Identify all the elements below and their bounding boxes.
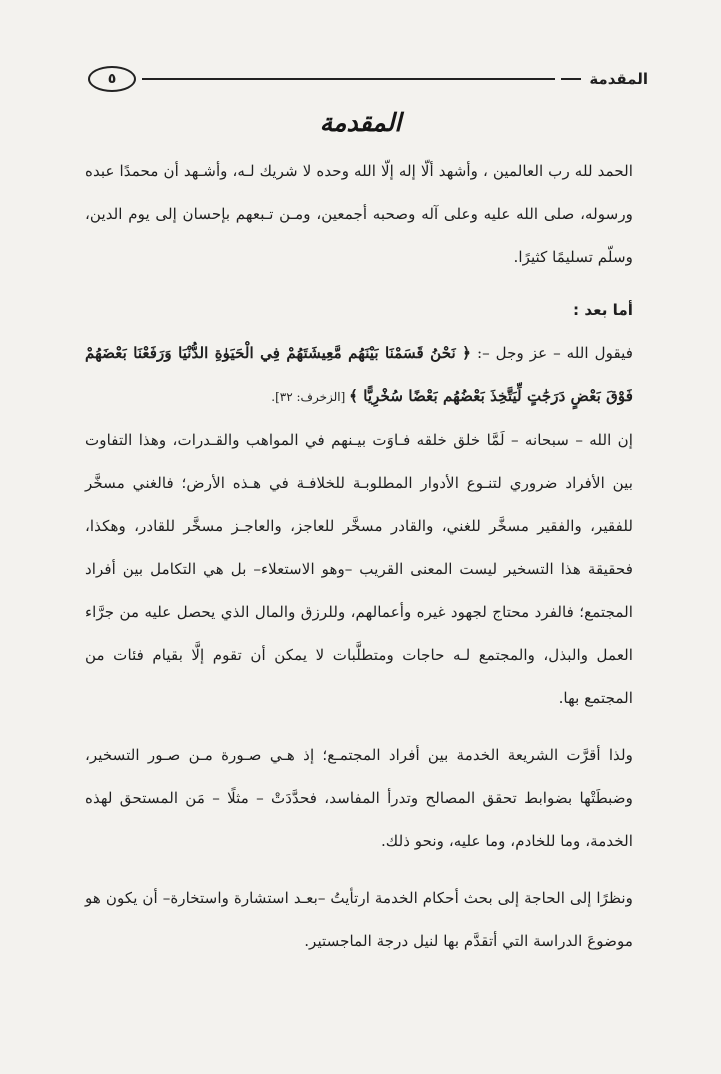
paragraph-verse (85, 332, 633, 419)
header-rule (142, 78, 555, 80)
paragraph-sharia: ولذا أقرَّت الشريعة الخدمة بين أفراد المجتمـع؛ إذ هـي صـورة مـن صـور التسخير، وضبطَتْها بضوابط تحقق المصالح وتدرأ المفاسد، فحدَّدَتْ – مثلًا – مَن المستحق لهذه الخدمة، وما للخادم، وما عليه، ونحو ذلك. (85, 746, 633, 850)
quran-verse: ﴿ نَحْنُ قَسَمْنَا بَيْنَهُم مَّعِيشَتَهُمْ فِي الْحَيَوٰةِ الدُّنْيَا وَرَفَعْنَا بَعْضَهُمْ فَوْقَ بَعْضٍ دَرَجَٰتٍ لِّيَتَّخِذَ بَعْضُهُم بَعْضًا سُخْرِيًّا ﴾ (85, 344, 633, 405)
paragraph-praise: الحمد لله رب العالمين ، وأشهد ألّا إله إلّا الله وحده لا شريك لـه، وأشـهد أن محمدًا عبده ورسوله، صلى الله عليه وعلى آله وصحبه أجمعين، ومـن تـبعهم بإحسان إلى يوم الدين، وسلّم تسليمًا كثيرًا. (85, 162, 633, 266)
body-text (85, 150, 633, 963)
paragraph-research: ونظرًا إلى الحاجة إلى بحث أحكام الخدمة ارتأيتُ –بعـد استشارة واستخارة– أن يكون هو موضوعَ الدراسة التي أتقدَّم بها لنيل درجة الماجستير. (85, 889, 633, 950)
running-header (88, 64, 648, 94)
verse-intro: فيقول الله – عز وجل –: (471, 344, 633, 362)
paragraph-disparity: إن الله – سبحانه – لَمَّا خلق خلقه فـاوَت بيـنهم في المواهب والقـدرات، وهذا التفاوت بين الأفراد ضروري لتنـوع الأدوار المطلوبـة للخلافـة في هـذه الأرض؛ فالغني مسخَّر للفقير، والفقير مسخَّر للغني، والقادر مسخَّر للعاجز، والعاجـز مسخَّر للقادر، وهكذا، فحقيقة هذا التسخير ليست المعنى القريب –وهو الاستعلاء– بل هي التكامل بين أفراد المجتمع؛ فالفرد محتاج لجهود غيره وأعمالهم، وللرزق والمال الذي يحصل عليه من جرَّاء العمل والبذل، والمجتمع لـه حاجات ومتطلَّبات لا يمكن أن تقوم إلَّا بقيام فئات من المجتمع بها. (85, 431, 633, 707)
verse-reference: [الزخرف: ٣٢]. (271, 390, 350, 404)
header-section-name: المقدمة (589, 70, 648, 88)
page-number: ٥ (88, 66, 136, 92)
page-title: المقدمة (319, 108, 402, 137)
subheading-amma-bad: أما بعد : (572, 301, 633, 319)
header-dash (561, 78, 581, 80)
